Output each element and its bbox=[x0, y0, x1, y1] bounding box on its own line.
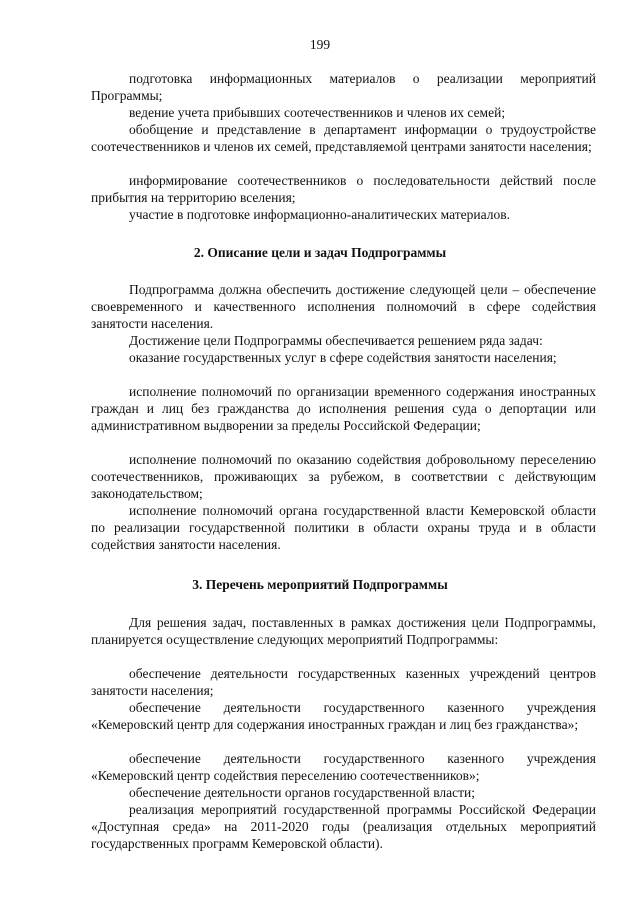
section-2-paragraph: Достижение цели Подпрограммы обеспечивается решением ряда задач: bbox=[129, 333, 543, 348]
intro-item: обобщение и представление в департамент информации о трудоустройстве соотечественников и членов их семей, представляемой центрами занятости населения; bbox=[91, 122, 596, 154]
section-3-paragraph: обеспечение деятельности органов государственной власти; bbox=[129, 785, 476, 800]
section-2-heading: 2. Описание цели и задач Подпрограммы bbox=[193, 245, 447, 260]
intro-item: подготовка информационных материалов о реализации мероприятий Программы; bbox=[91, 71, 596, 103]
intro-item: участие в подготовке информационно-аналитических материалов. bbox=[129, 207, 510, 222]
section-2-paragraph: оказание государственных услуг в сфере содействия занятости населения; bbox=[129, 350, 557, 365]
section-2-paragraph: Подпрограмма должна обеспечить достижение следующей цели – обеспечение своевременного и качественного исполнения полномочий в сфере содействия занятости населения. bbox=[91, 282, 596, 331]
intro-item: информирование соотечественников о последовательности действий после прибытия на территорию вселения; bbox=[91, 173, 596, 205]
section-3-paragraph: обеспечение деятельности государственного казенного учреждения «Кемеровский центр для содержания иностранных граждан и лиц без гражданства»; bbox=[91, 700, 596, 732]
section-3-paragraph: обеспечение деятельности государственного казенного учреждения «Кемеровский центр содействия переселению соотечественников»; bbox=[91, 751, 596, 783]
section-3-paragraph: обеспечение деятельности государственных казенных учреждений центров занятости населения; bbox=[91, 666, 596, 698]
section-2-paragraph: исполнение полномочий по организации временного содержания иностранных граждан и лиц без гражданства до исполнения решения суда о депортации или административном выдворении за пределы Российской Федерации; bbox=[91, 384, 596, 433]
section-3-paragraph: Для решения задач, поставленных в рамках достижения цели Подпрограммы, планируется осуществление следующих мероприятий Подпрограммы: bbox=[91, 615, 596, 647]
section-3-heading: 3. Перечень мероприятий Подпрограммы bbox=[192, 577, 448, 592]
section-2-paragraph: исполнение полномочий по оказанию содействия добровольному переселению соотечественников, проживающих за рубежом, в соответствии с действующим законодательством; bbox=[91, 452, 596, 501]
section-2-paragraph: исполнение полномочий органа государственной власти Кемеровской области по реализации государственной политики в области охраны труда и в области содействия занятости населения. bbox=[91, 503, 596, 552]
intro-item: ведение учета прибывших соотечественников и членов их семей; bbox=[129, 105, 506, 120]
page-number: 199 bbox=[309, 37, 331, 52]
section-3-paragraph: реализация мероприятий государственной программы Российской Федерации «Доступная среда» на 2011-2020 годы (реализация отдельных мероприятий государственных программ Кемеровской области). bbox=[91, 802, 596, 851]
